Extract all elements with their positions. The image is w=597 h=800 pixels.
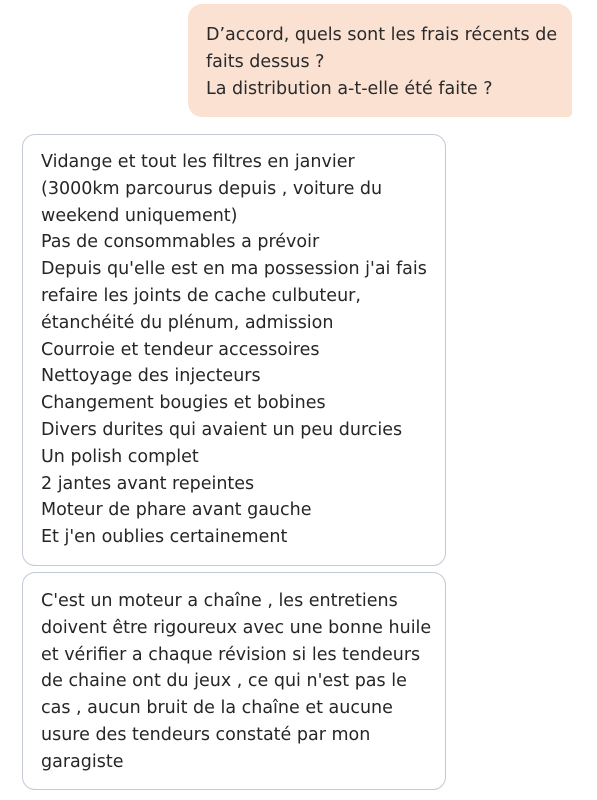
message-line: Moteur de phare avant gauche xyxy=(41,500,312,521)
outgoing-message-bubble[interactable] xyxy=(188,4,572,117)
message-line: Pas de consommables a prévoir xyxy=(41,232,320,253)
message-line: et vérifier a chaque révision si les tendeurs xyxy=(41,644,421,665)
message-line: garagiste xyxy=(41,751,124,772)
message-line: Depuis qu'elle est en ma possession j'ai fais xyxy=(41,259,427,280)
message-line: Nettoyage des injecteurs xyxy=(41,366,261,387)
message-line: de chaine ont du jeux , ce qui n'est pas le xyxy=(41,671,407,692)
incoming-message-bubble[interactable] xyxy=(22,134,446,566)
message-line: cas , aucun bruit de la chaîne et aucune xyxy=(41,698,393,719)
message-line: étanchéité du plénum, admission xyxy=(41,312,334,333)
message-line: refaire les joints de cache culbuteur, xyxy=(41,285,361,306)
message-line: La distribution a-t-elle été faite ? xyxy=(206,78,493,99)
message-line: faits dessus ? xyxy=(206,51,325,72)
message-line: C'est un moteur a chaîne , les entretiens xyxy=(41,591,398,611)
message-line: D’accord, quels sont les frais récents de xyxy=(206,25,558,45)
message-line: Et j'en oublies certainement xyxy=(41,527,288,548)
message-line: Courroie et tendeur accessoires xyxy=(41,339,320,360)
message-line: 2 jantes avant repeintes xyxy=(41,473,255,494)
incoming-message-bubble[interactable] xyxy=(22,572,446,790)
message-line: Divers durites qui avaient un peu durcies xyxy=(41,419,403,440)
message-line: Vidange et tout les filtres en janvier xyxy=(41,152,355,172)
message-line: Changement bougies et bobines xyxy=(41,393,326,414)
message-line: Un polish complet xyxy=(41,446,199,467)
message-line: weekend uniquement) xyxy=(41,205,238,226)
message-line: doivent être rigoureux avec une bonne huile xyxy=(41,617,432,638)
message-line: (3000km parcourus depuis , voiture du xyxy=(41,178,383,199)
message-line: usure des tendeurs constaté par mon xyxy=(41,724,371,745)
